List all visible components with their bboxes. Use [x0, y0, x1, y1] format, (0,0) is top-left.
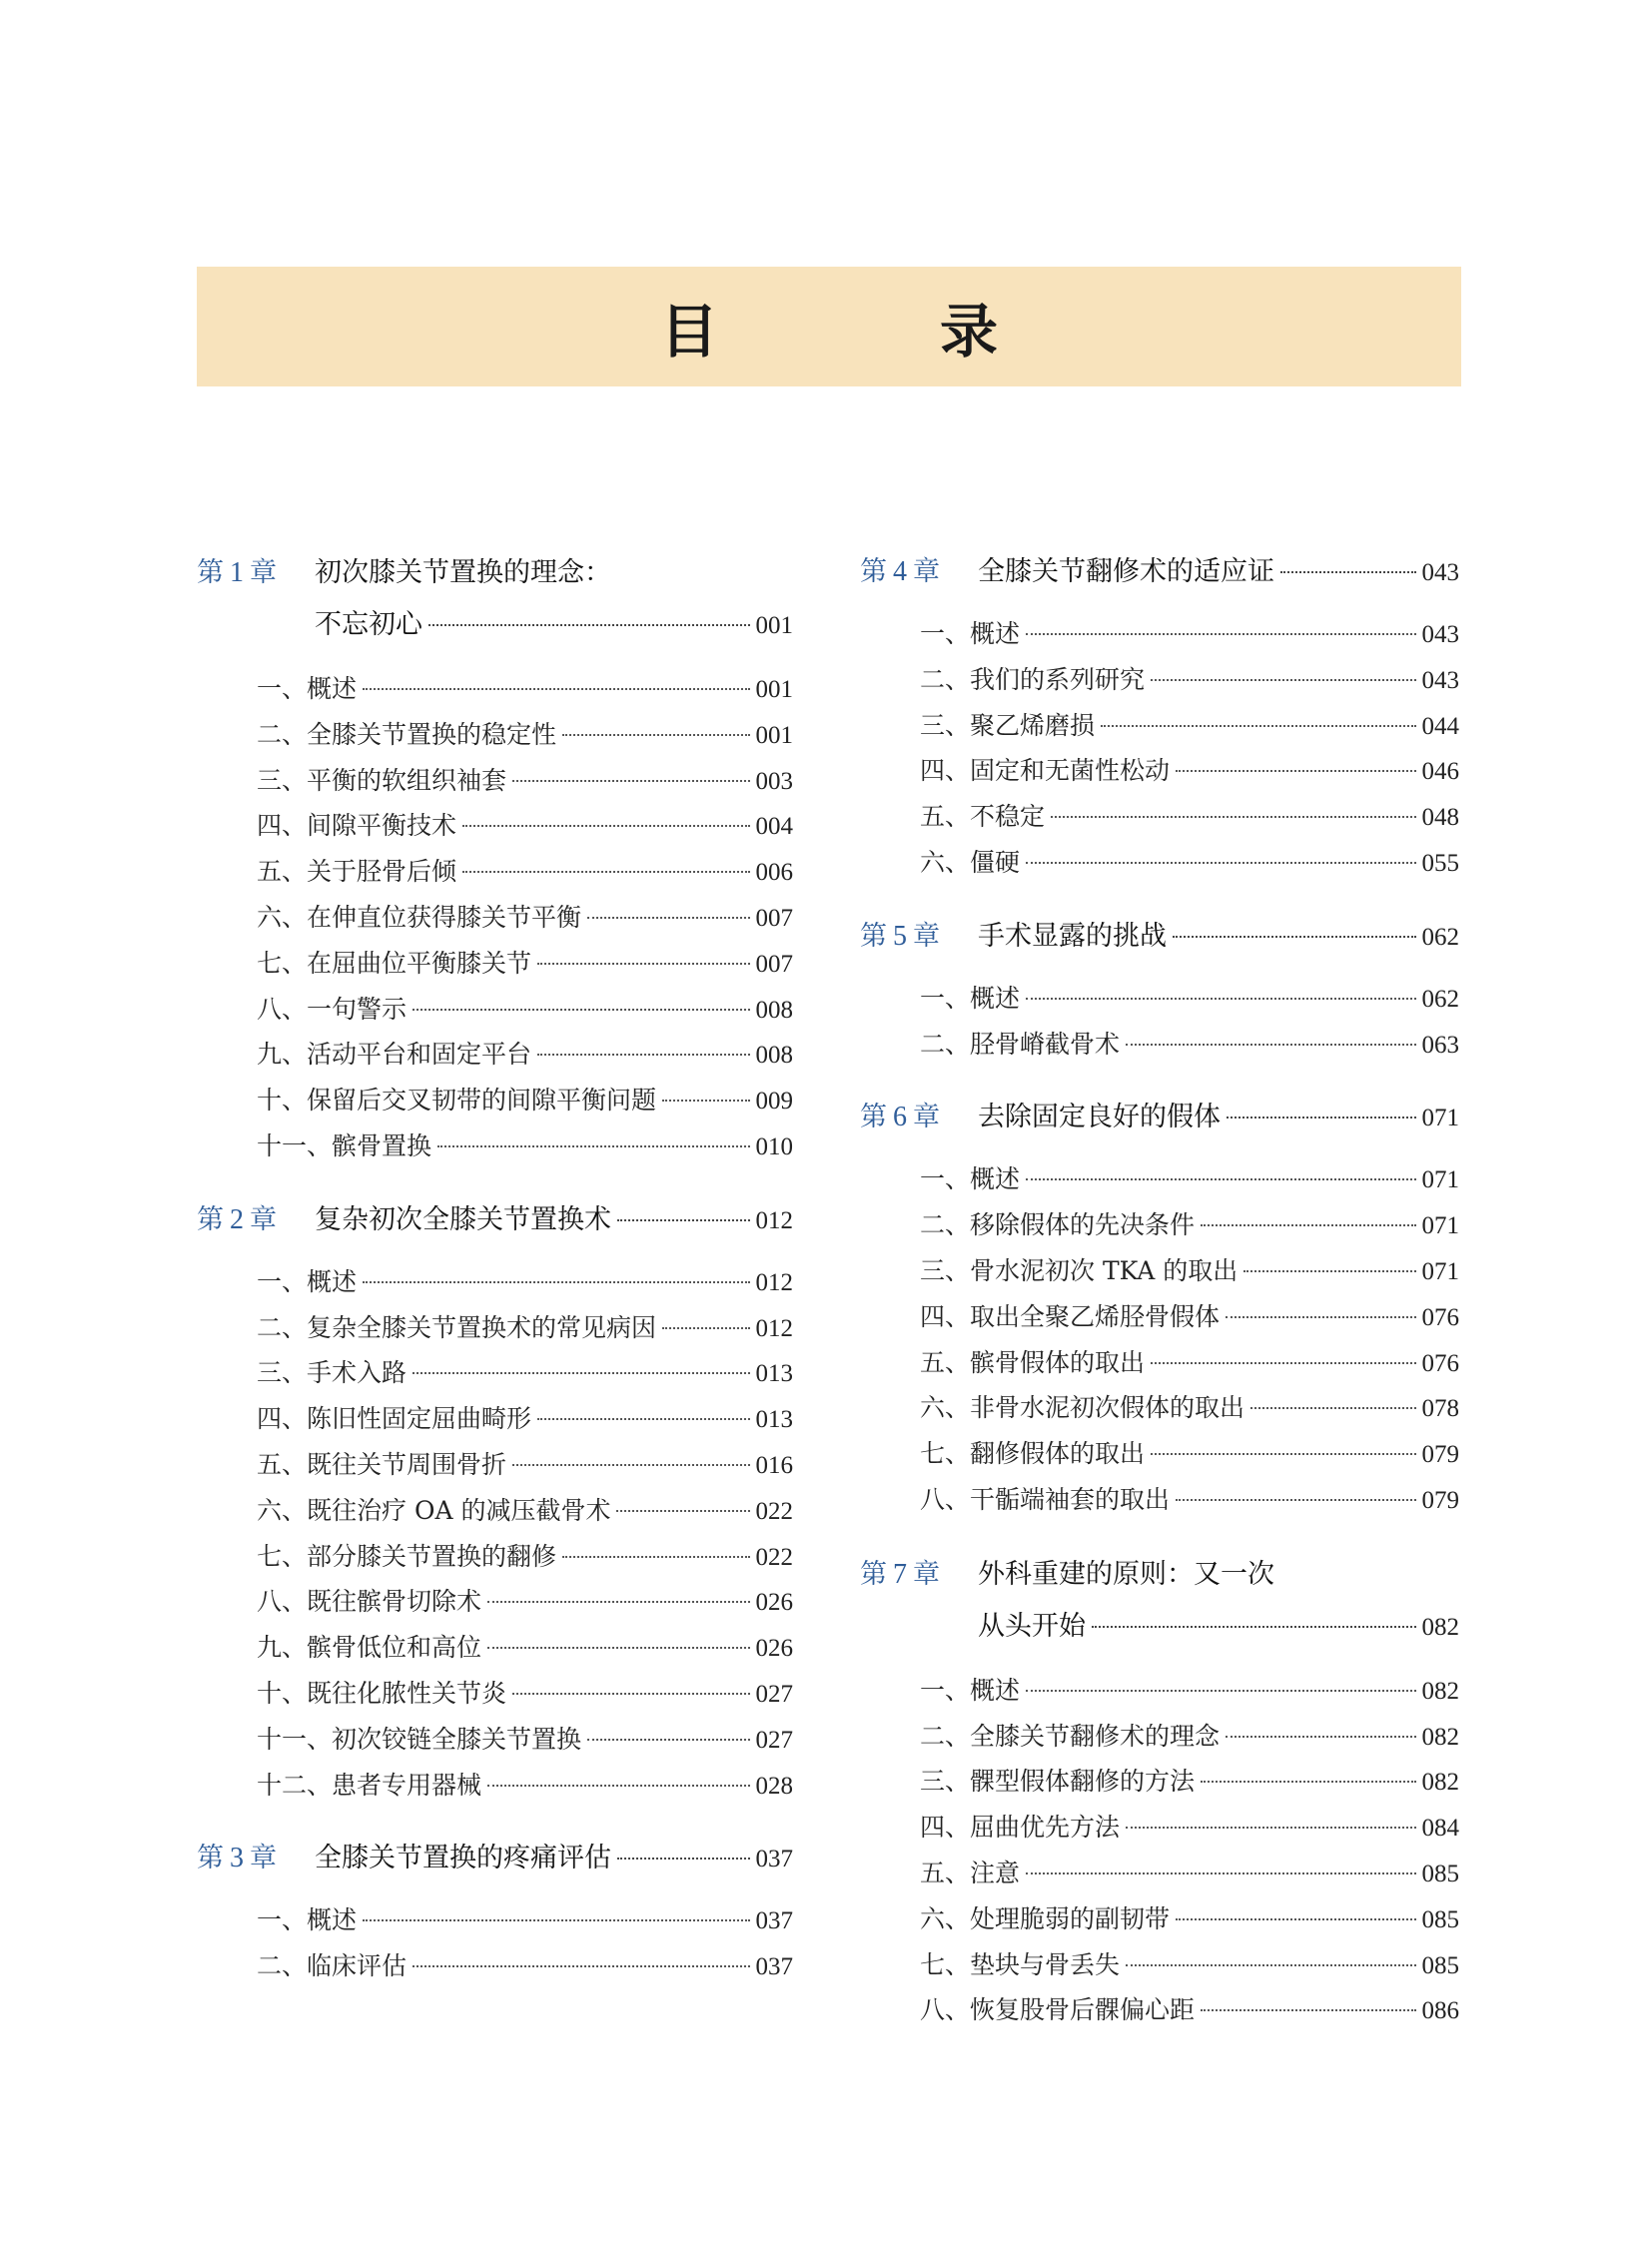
- toc-entry-page: 037: [755, 1953, 793, 1981]
- toc-entry-page: 022: [755, 1497, 793, 1525]
- chapter-number-suffix: 章: [250, 557, 277, 588]
- toc-entry-page: 044: [1421, 712, 1459, 740]
- chapter-number: [860, 912, 978, 962]
- toc-entry[interactable]: [257, 1763, 793, 1809]
- toc-entry[interactable]: [257, 1717, 793, 1763]
- toc-entry-page: 078: [1421, 1395, 1459, 1423]
- chapter-page-number: 001: [755, 612, 793, 639]
- toc-entry[interactable]: [257, 1943, 793, 1989]
- toc-entry-page: 028: [755, 1772, 793, 1800]
- toc-entry-title: 五、既往关节周围骨折: [257, 1449, 507, 1479]
- toc-entry-title: 七、翻修假体的取出: [920, 1439, 1146, 1469]
- toc-entry-page: 084: [1421, 1815, 1459, 1843]
- dot-leader: [428, 624, 750, 626]
- toc-entry-page: 026: [755, 1635, 793, 1663]
- chapter-number-suffix: 章: [913, 1102, 940, 1133]
- toc-entry[interactable]: [920, 1294, 1459, 1340]
- dot-leader: [1126, 1827, 1415, 1829]
- toc-entry-page: 016: [755, 1451, 793, 1479]
- dot-leader: [363, 1281, 749, 1283]
- chapter-title-wrap: [978, 912, 1459, 963]
- toc-entry-title: 四、陈旧性固定屈曲畸形: [257, 1404, 532, 1434]
- toc-entry-page: 007: [755, 950, 793, 978]
- chapter-title-text: 从头开始: [978, 1610, 1086, 1642]
- toc-entry-page: 008: [755, 1042, 793, 1070]
- chapter-number-value: 7: [893, 1558, 907, 1590]
- chapter-block: [860, 547, 1459, 886]
- toc-entry-page: 012: [755, 1268, 793, 1296]
- dot-leader: [1126, 1044, 1415, 1046]
- dot-leader: [537, 963, 749, 965]
- toc-entry[interactable]: [920, 657, 1459, 703]
- chapter-number-suffix: 章: [913, 556, 940, 587]
- toc-entry[interactable]: [920, 1477, 1459, 1523]
- toc-entry-page: 086: [1421, 1997, 1459, 2025]
- toc-entry-title: 二、我们的系列研究: [920, 664, 1146, 694]
- toc-entry-title: 八、既往髌骨切除术: [257, 1587, 482, 1617]
- chapter-heading[interactable]: [197, 547, 793, 652]
- chapter-number-prefix: 第: [197, 557, 224, 588]
- toc-entry-title: 四、屈曲优先方法: [920, 1813, 1121, 1843]
- toc-entry-page: 046: [1421, 758, 1459, 786]
- dot-leader: [413, 1965, 749, 1967]
- chapter-heading[interactable]: [860, 912, 1459, 962]
- section-list: [197, 1259, 793, 1809]
- toc-entry[interactable]: [257, 666, 793, 712]
- dot-leader: [1026, 862, 1415, 864]
- toc-entry-title: 一、概述: [257, 674, 358, 703]
- chapter-number-value: 6: [893, 1102, 907, 1133]
- toc-entry-title: 二、移除假体的先决条件: [920, 1210, 1196, 1240]
- toc-entry[interactable]: [257, 1123, 793, 1169]
- section-list: [197, 666, 793, 1169]
- toc-entry-page: 001: [755, 676, 793, 703]
- toc-entry-page: 013: [755, 1406, 793, 1434]
- toc-entry[interactable]: [920, 1851, 1459, 1896]
- dot-leader: [1101, 725, 1415, 727]
- toc-entry[interactable]: [257, 758, 793, 804]
- toc-entry[interactable]: [257, 895, 793, 941]
- chapter-title-line: [315, 599, 793, 652]
- toc-entry[interactable]: [920, 1431, 1459, 1477]
- dot-leader: [512, 780, 749, 782]
- toc-entry[interactable]: [920, 1385, 1459, 1431]
- dot-leader: [617, 1219, 750, 1221]
- chapter-block: [860, 1093, 1459, 1522]
- toc-entry-page: 071: [1421, 1166, 1459, 1194]
- dot-leader: [512, 1464, 749, 1466]
- toc-entry-title: 一、概述: [920, 983, 1021, 1013]
- toc-entry[interactable]: [920, 1022, 1459, 1068]
- toc-entry-title: 五、髌骨假体的取出: [920, 1347, 1146, 1377]
- toc-entry-page: 085: [1421, 1905, 1459, 1933]
- toc-entry-title: 五、不稳定: [920, 802, 1046, 832]
- toc-entry-title: 一、概述: [257, 1266, 358, 1296]
- toc-entry[interactable]: [257, 1897, 793, 1943]
- toc-entry-page: 022: [755, 1543, 793, 1571]
- dot-leader: [1051, 816, 1415, 818]
- chapter-number-value: 3: [230, 1843, 244, 1874]
- chapter-heading[interactable]: [860, 1549, 1459, 1654]
- chapter-title-wrap: [978, 547, 1459, 598]
- toc-entry-page: 026: [755, 1589, 793, 1617]
- toc-entry[interactable]: [920, 840, 1459, 886]
- chapter-title-line: [315, 1834, 793, 1884]
- dot-leader: [662, 1327, 749, 1329]
- toc-entry-page: 082: [1421, 1769, 1459, 1797]
- chapter-number-suffix: 章: [913, 920, 940, 952]
- chapter-number-value: 4: [893, 556, 907, 587]
- toc-entry-title: 八、一句警示: [257, 994, 408, 1024]
- toc-entry-page: 006: [755, 859, 793, 887]
- chapter-title-line: 外科重建的原则：又一次: [978, 1558, 1274, 1590]
- chapter-number-prefix: 第: [860, 1102, 887, 1133]
- chapter-heading[interactable]: [197, 1834, 793, 1883]
- dot-leader: [437, 1145, 749, 1147]
- section-list: [860, 976, 1459, 1068]
- toc-entry[interactable]: [257, 1078, 793, 1123]
- toc-entry-page: 076: [1421, 1349, 1459, 1377]
- chapter-title-line: [315, 1195, 793, 1246]
- dot-leader: [512, 1693, 749, 1695]
- dot-leader: [1026, 633, 1415, 635]
- chapter-title-line: 初次膝关节置换的理念：: [315, 557, 611, 588]
- dot-leader: [363, 1919, 749, 1921]
- chapter-title-wrap: [315, 1834, 793, 1884]
- chapter-number-prefix: 第: [860, 556, 887, 587]
- dot-leader: [413, 1009, 749, 1011]
- dot-leader: [662, 1100, 749, 1102]
- chapter-title-text: 手术显露的挑战: [978, 920, 1167, 952]
- toc-left-column: [197, 547, 793, 2015]
- chapter-title-text: 去除固定良好的假体: [978, 1102, 1221, 1133]
- chapter-block: [860, 1549, 1459, 2033]
- toc-entry[interactable]: [920, 703, 1459, 749]
- toc-entry-title: 十、既往化脓性关节炎: [257, 1678, 507, 1708]
- toc-entry[interactable]: [920, 1248, 1459, 1294]
- toc-entry[interactable]: [257, 1488, 793, 1534]
- toc-entry[interactable]: [920, 976, 1459, 1022]
- toc-entry-title: 三、聚乙烯磨损: [920, 710, 1096, 740]
- toc-entry-page: 063: [1421, 1031, 1459, 1059]
- chapter-number-prefix: 第: [197, 1843, 224, 1874]
- toc-entry[interactable]: [920, 1759, 1459, 1805]
- toc-entry[interactable]: [257, 712, 793, 758]
- toc-entry-page: 079: [1421, 1441, 1459, 1469]
- toc-entry[interactable]: [257, 803, 793, 849]
- toc-entry-page: 027: [755, 1680, 793, 1708]
- chapter-number-suffix: 章: [250, 1203, 277, 1235]
- toc-entry-title: 四、固定和无菌性松动: [920, 756, 1171, 786]
- toc-entry-title: 一、概述: [920, 619, 1021, 648]
- toc-entry[interactable]: [920, 1805, 1459, 1851]
- toc-entry[interactable]: [257, 849, 793, 895]
- chapter-number-value: 2: [230, 1203, 244, 1235]
- toc-entry-page: 043: [1421, 621, 1459, 648]
- toc-entry-page: 076: [1421, 1303, 1459, 1331]
- toc-title: 目 录: [659, 298, 1080, 366]
- dot-leader: [587, 917, 749, 919]
- chapter-number-prefix: 第: [860, 920, 887, 952]
- toc-entry-page: 079: [1421, 1486, 1459, 1514]
- dot-leader: [487, 1647, 749, 1649]
- toc-entry-title: 二、全膝关节置换的稳定性: [257, 719, 557, 749]
- toc-entry[interactable]: [257, 1396, 793, 1442]
- toc-entry[interactable]: [920, 748, 1459, 794]
- dot-leader: [1201, 2009, 1415, 2011]
- dot-leader: [537, 1418, 749, 1420]
- chapter-title-wrap: [315, 547, 793, 652]
- dot-leader: [1092, 1626, 1416, 1628]
- toc-entry-title: 三、骨水泥初次 TKA 的取出: [920, 1255, 1239, 1285]
- dot-leader: [487, 1601, 749, 1603]
- toc-entry-page: 012: [755, 1314, 793, 1342]
- toc-entry-title: 六、在伸直位获得膝关节平衡: [257, 902, 582, 932]
- section-list: [860, 1156, 1459, 1522]
- chapter-number: [860, 1549, 978, 1601]
- toc-entry[interactable]: [257, 1579, 793, 1625]
- dot-leader: [1227, 1117, 1416, 1119]
- toc-entry-page: 085: [1421, 1951, 1459, 1979]
- chapter-block: [197, 1195, 793, 1809]
- toc-entry-title: 二、胫骨嵴截骨术: [920, 1029, 1121, 1059]
- toc-entry-title: 二、全膝关节翻修术的理念: [920, 1721, 1221, 1751]
- toc-entry-title: 十、保留后交叉韧带的间隙平衡问题: [257, 1086, 657, 1116]
- toc-entry-page: 013: [755, 1360, 793, 1388]
- chapter-number-suffix: 章: [913, 1558, 940, 1590]
- toc-entry[interactable]: [920, 1340, 1459, 1386]
- dot-leader: [1250, 1407, 1415, 1409]
- toc-entry-title: 五、关于胫骨后倾: [257, 857, 457, 887]
- toc-entry-title: 十二、患者专用器械: [257, 1770, 482, 1800]
- toc-entry[interactable]: [920, 794, 1459, 840]
- chapter-title-wrap: [978, 1093, 1459, 1143]
- toc-entry-title: 四、取出全聚乙烯胫骨假体: [920, 1301, 1221, 1331]
- toc-entry-page: 085: [1421, 1860, 1459, 1887]
- chapter-title-text: 不忘初心: [315, 609, 422, 640]
- dot-leader: [1226, 1736, 1415, 1738]
- dot-leader: [1126, 1964, 1415, 1966]
- toc-entry-title: 四、间隙平衡技术: [257, 811, 457, 841]
- toc-entry-title: 八、恢复股骨后髁偏心距: [920, 1995, 1196, 2025]
- chapter-title-text: 复杂初次全膝关节置换术: [315, 1203, 611, 1235]
- dot-leader: [1151, 1453, 1415, 1455]
- toc-entry[interactable]: [920, 1202, 1459, 1248]
- toc-entry-page: 055: [1421, 849, 1459, 877]
- toc-entry[interactable]: [920, 611, 1459, 657]
- toc-entry-title: 六、既往治疗 OA 的减压截骨术: [257, 1495, 611, 1525]
- dot-leader: [1201, 1224, 1415, 1226]
- chapter-block: [197, 547, 793, 1169]
- toc-entry[interactable]: [257, 941, 793, 987]
- toc-entry-title: 五、注意: [920, 1858, 1021, 1887]
- toc-entry-page: 082: [1421, 1677, 1459, 1705]
- toc-entry[interactable]: [920, 1668, 1459, 1714]
- chapter-number-suffix: 章: [250, 1843, 277, 1874]
- chapter-number: [860, 1093, 978, 1142]
- chapter-number-prefix: 第: [197, 1203, 224, 1235]
- toc-entry[interactable]: [257, 1625, 793, 1671]
- dot-leader: [1226, 1316, 1415, 1318]
- toc-entry[interactable]: [257, 1032, 793, 1078]
- chapter-page-number: 037: [755, 1846, 793, 1873]
- chapter-page-number: 043: [1421, 559, 1459, 586]
- toc-entry-page: 003: [755, 767, 793, 795]
- dot-leader: [487, 1785, 749, 1787]
- toc-entry-page: 062: [1421, 985, 1459, 1013]
- toc-entry-title: 二、复杂全膝关节置换术的常见病因: [257, 1312, 657, 1342]
- toc-entry-page: 037: [755, 1907, 793, 1935]
- toc-entry-page: 004: [755, 813, 793, 841]
- toc-entry[interactable]: [257, 1534, 793, 1580]
- toc-entry-page: 007: [755, 904, 793, 932]
- dot-leader: [1176, 1499, 1415, 1501]
- toc-entry-title: 三、髁型假体翻修的方法: [920, 1767, 1196, 1797]
- dot-leader: [462, 871, 749, 873]
- chapter-heading[interactable]: [197, 1195, 793, 1245]
- chapter-title-wrap: [315, 1195, 793, 1246]
- toc-entry-title: 十一、髌骨置换: [257, 1130, 432, 1160]
- dot-leader: [1151, 679, 1415, 681]
- toc-entry[interactable]: [257, 1442, 793, 1488]
- chapter-page-number: 012: [755, 1206, 793, 1234]
- dot-leader: [1280, 571, 1416, 573]
- dot-leader: [562, 1556, 749, 1558]
- toc-entry-title: 一、概述: [920, 1164, 1021, 1194]
- dot-leader: [1026, 1690, 1415, 1692]
- chapter-number: [860, 547, 978, 597]
- toc-entry[interactable]: [257, 1350, 793, 1396]
- chapter-block: [197, 1834, 793, 1989]
- toc-entry[interactable]: [920, 1156, 1459, 1202]
- dot-leader: [1173, 936, 1416, 938]
- toc-right-column: [860, 547, 1459, 2059]
- chapter-title-text: 全膝关节翻修术的适应证: [978, 556, 1274, 587]
- chapter-title-text: 全膝关节置换的疼痛评估: [315, 1843, 611, 1874]
- toc-entry[interactable]: [920, 1714, 1459, 1760]
- dot-leader: [1201, 1781, 1415, 1783]
- dot-leader: [1026, 998, 1415, 1000]
- toc-entry-title: 七、部分膝关节置换的翻修: [257, 1541, 557, 1571]
- toc-entry-page: 008: [755, 996, 793, 1024]
- chapter-heading[interactable]: [860, 547, 1459, 597]
- chapter-title-line: [978, 912, 1459, 963]
- toc-entry-page: 027: [755, 1726, 793, 1754]
- chapter-page-number: 082: [1421, 1613, 1459, 1641]
- chapter-number-value: 1: [230, 557, 244, 588]
- toc-entry[interactable]: [257, 1671, 793, 1717]
- toc-entry[interactable]: [920, 1987, 1459, 2033]
- dot-leader: [462, 825, 749, 827]
- dot-leader: [1176, 770, 1415, 772]
- dot-leader: [616, 1510, 749, 1512]
- dot-leader: [537, 1054, 749, 1056]
- dot-leader: [562, 734, 749, 736]
- toc-entry-title: 十一、初次铰链全膝关节置换: [257, 1724, 582, 1754]
- chapter-page-number: 071: [1421, 1105, 1459, 1132]
- chapter-number: [197, 1834, 315, 1883]
- dot-leader: [1243, 1270, 1415, 1272]
- toc-entry-title: 二、临床评估: [257, 1951, 408, 1981]
- chapter-number-prefix: 第: [860, 1558, 887, 1590]
- toc-entry-title: 八、干骺端袖套的取出: [920, 1484, 1171, 1514]
- dot-leader: [617, 1858, 750, 1860]
- toc-entry-title: 一、概述: [920, 1675, 1021, 1705]
- dot-leader: [363, 688, 749, 690]
- toc-entry-page: 071: [1421, 1212, 1459, 1240]
- toc-entry-page: 043: [1421, 666, 1459, 694]
- toc-entry-title: 九、活动平台和固定平台: [257, 1040, 532, 1070]
- chapter-block: [860, 912, 1459, 1068]
- section-list: [860, 611, 1459, 886]
- section-list: [860, 1668, 1459, 2033]
- toc-title-banner: [197, 267, 1461, 386]
- toc-entry-title: 六、僵硬: [920, 847, 1021, 877]
- chapter-page-number: 062: [1421, 923, 1459, 951]
- dot-leader: [1151, 1362, 1415, 1364]
- toc-entry-title: 九、髌骨低位和高位: [257, 1633, 482, 1663]
- toc-entry-page: 082: [1421, 1723, 1459, 1751]
- toc-entry-title: 三、平衡的软组织袖套: [257, 765, 507, 795]
- dot-leader: [1176, 1918, 1415, 1920]
- toc-entry-title: 六、非骨水泥初次假体的取出: [920, 1393, 1245, 1423]
- toc-entry-page: 010: [755, 1132, 793, 1160]
- toc-entry[interactable]: [920, 1896, 1459, 1942]
- toc-entry-title: 七、在屈曲位平衡膝关节: [257, 948, 532, 978]
- chapter-number-value: 5: [893, 920, 907, 952]
- section-list: [197, 1897, 793, 1989]
- toc-entry-title: 一、概述: [257, 1905, 358, 1935]
- chapter-title-line: [978, 1093, 1459, 1143]
- dot-leader: [413, 1372, 749, 1374]
- toc-entry-title: 六、处理脆弱的副韧带: [920, 1903, 1171, 1933]
- toc-entry-page: 001: [755, 721, 793, 749]
- toc-entry-page: 071: [1421, 1257, 1459, 1285]
- toc-entry[interactable]: [257, 987, 793, 1033]
- chapter-title-line: [978, 547, 1459, 598]
- dot-leader: [587, 1739, 749, 1741]
- chapter-number: [197, 547, 315, 599]
- dot-leader: [1026, 1872, 1415, 1874]
- chapter-heading[interactable]: [860, 1093, 1459, 1142]
- toc-entry-title: 七、垫块与骨丢失: [920, 1949, 1121, 1979]
- chapter-number: [197, 1195, 315, 1245]
- toc-entry-title: 三、手术入路: [257, 1358, 408, 1388]
- toc-entry[interactable]: [257, 1305, 793, 1351]
- toc-entry-page: 009: [755, 1088, 793, 1116]
- toc-entry[interactable]: [257, 1259, 793, 1305]
- chapter-title-wrap: [978, 1549, 1459, 1654]
- toc-entry-page: 048: [1421, 804, 1459, 832]
- chapter-title-line: [978, 1601, 1459, 1654]
- toc-entry[interactable]: [920, 1942, 1459, 1988]
- dot-leader: [1026, 1178, 1415, 1180]
